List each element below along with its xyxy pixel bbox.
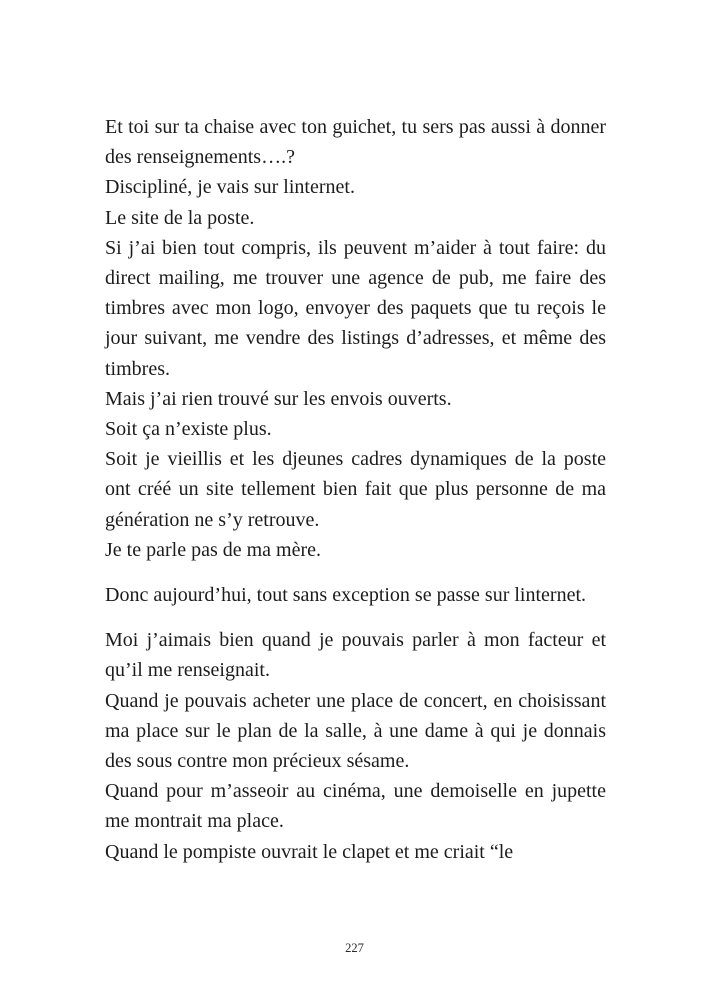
paragraph: Quand pour m’asseoir au cinéma, une demoiselle en jupette me montrait ma place. xyxy=(105,780,606,833)
paragraph: Moi j’aimais bien quand je pouvais parler à mon facteur et qu’il me renseignait. xyxy=(105,629,606,682)
paragraph: Mais j’ai rien trouvé sur les envois ouverts. xyxy=(105,387,452,410)
paragraph: Quand le pompiste ouvrait le clapet et me criait “le xyxy=(105,840,514,863)
paragraph: Quand je pouvais acheter une place de concert, en choisissant ma place sur le plan de la salle, à une dame à qui je donnais des sous contre mon précieux sésame. xyxy=(105,689,606,773)
page-number: 227 xyxy=(345,941,364,955)
paragraph: Discipliné, je vais sur linternet. xyxy=(105,176,355,199)
text-block xyxy=(105,112,606,867)
paragraph: Soit ça n’existe plus. xyxy=(105,418,272,441)
paragraph: Et toi sur ta chaise avec ton guichet, tu sers pas aussi à donner des renseignements….? xyxy=(105,116,606,169)
paragraph: Donc aujourd’hui, tout sans exception se passe sur linternet. xyxy=(105,584,586,607)
paragraph: Si j’ai bien tout compris, ils peuvent m’aider à tout faire: du direct mailing, me trouver une agence de pub, me faire des timbres avec mon logo, envoyer des paquets que tu reçois le jour suivant, me vendre des listings d’adresses, et même des timbres. xyxy=(105,236,606,380)
paragraph: Je te parle pas de ma mère. xyxy=(105,538,322,561)
paragraph: Soit je vieillis et les djeunes cadres dynamiques de la poste ont créé un site tellement bien fait que plus personne de ma génération ne s’y retrouve. xyxy=(105,448,606,531)
paragraph: Le site de la poste. xyxy=(105,206,255,229)
